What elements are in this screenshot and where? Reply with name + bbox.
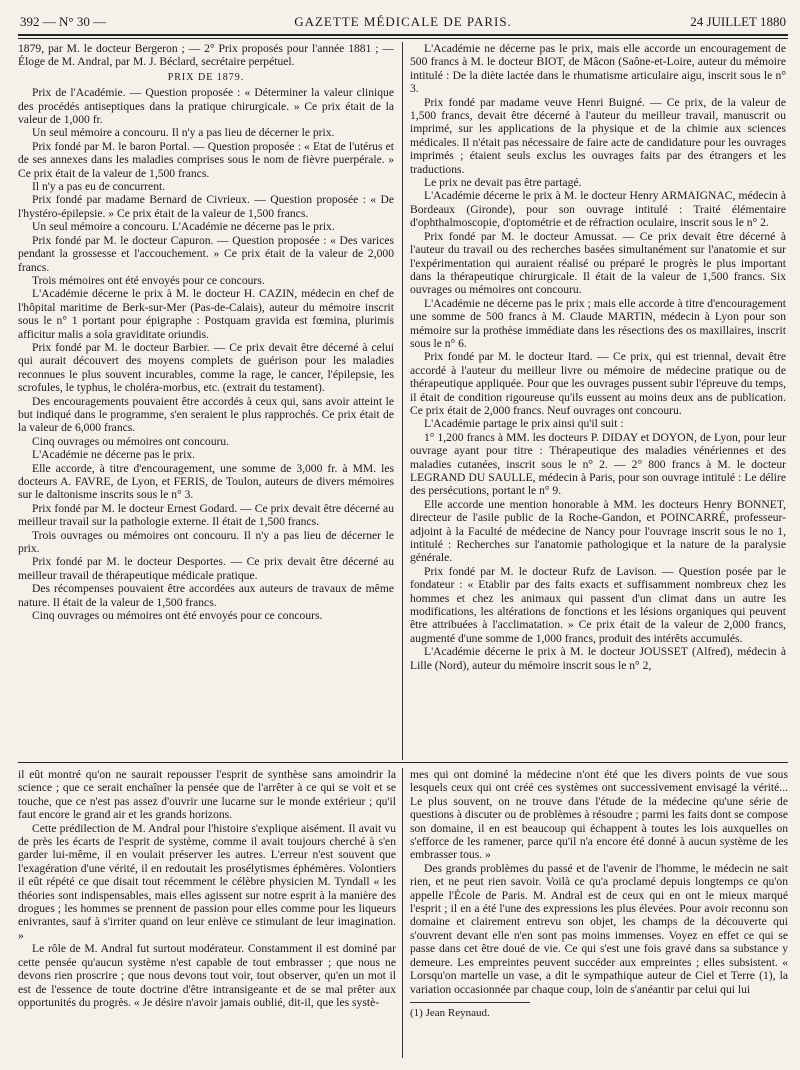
paragraph: Prix fondé par madame veuve Henri Buigné. — Ce prix, de la valeur de 1,500 francs, devait être décerné à l'auteur du meilleur travail, manuscrit ou imprimé, sur les applications de la physique et de la chimie aux sciences médicales. Il n'était pas nécessaire de faire acte de candidature pour les ouvrages imprimés ; étaient seuls exclus les ouvrages faits par des étrangers et les traductions. [410, 95, 786, 176]
paragraph: Trois ouvrages ou mémoires ont concouru. Il n'y a pas lieu de décerner le prix. [18, 528, 394, 556]
upper-right-column [410, 42, 786, 760]
page-header [18, 10, 788, 36]
paragraph: L'Académie ne décerne pas le prix. [32, 448, 196, 462]
section-heading: PRIX DE 1879. [167, 71, 245, 83]
paragraph: Prix fondé par M. le baron Portal. — Question proposée : « Etat de l'utérus et de ses annexes dans les maladies comprises sous le nom de fièvre puerpérale. » Ce prix était de la valeur de 1,500 francs. [18, 139, 394, 180]
paragraph: Un seul mémoire a concouru. L'Académie ne décerne pas le prix. [32, 220, 335, 234]
paragraph: Le rôle de M. Andral fut surtout modérateur. Constamment il est dominé par cette pensée qu'aucun système n'est capable de tout embrasser ; que nous ne devons rien proscrire ; que nous devons tout voir, tout observer, qu'en un mot il est de l'essence de toute doctrine d'être intransigeante et de se mal prêter aux opportunités du progrès. « Je désire n'avoir jamais oublié, dit-il, que les systè- [18, 942, 396, 1009]
paragraph: Cinq ouvrages ou mémoires ont été envoyés pour ce concours. [32, 609, 323, 623]
upper-left-column [18, 42, 394, 760]
paragraph: 1° 1,200 francs à MM. les docteurs P. DIDAY et DOYON, de Lyon, pour leur ouvrage ayant pour titre : Thérapeutique des maladies vénériennes et des maladies cutanées, inscrit sous le n° 2. — 2° 800 francs à M. le docteur LEGRAND DU SAULLE, médecin à Paris, pour son ouvrage intitulé : Le délire des persécutions, portant le n° 9. [410, 430, 786, 498]
upper-section [18, 42, 788, 760]
paragraph: Un seul mémoire a concouru. Il n'y a pas lieu de décerner le prix. [32, 126, 335, 140]
footnote: (1) Jean Reynaud. [410, 1006, 490, 1019]
lower-left-column [18, 768, 396, 1058]
paragraph: L'Académie ne décerne pas le prix, mais elle accorde un encouragement de 500 francs à M. le docteur BIOT, de Mâcon (Saône-et-Loire, auteur du mémoire intitulé : De la diète lactée dans le rhumatisme articulaire aigu, inscrit sous le n° 3. [410, 42, 786, 96]
paragraph: Des encouragements pouvaient être accordés à ceux qui, sans avoir atteint le but indiqué dans le programme, s'en seraient le plus rapprochés. Ce prix était de la valeur de 6,000 francs. [18, 394, 394, 435]
page-number: 392 — N° 30 — [20, 14, 107, 29]
paragraph: Prix fondé par M. le docteur Rufz de Lavison. — Question posée par le fondateur : « Etablir par des faits exacts et suffisamment nombreux chez les hommes et chez les animaux qui passent d'un climat dans un autre les modifications, les altérations de fonctions et les lésions organiques qui peuvent être attribuées à l'acclimatation. » Ce prix était de la valeur de 2,000 francs, augmenté d'une somme de 1,000 francs, produit des intérêts accumulés. [410, 564, 786, 645]
paragraph: Des récompenses pouvaient être accordées aux auteurs de travaux de même nature. Il était de la valeur de 1,500 francs. [18, 582, 394, 609]
paragraph: mes qui ont dominé la médecine n'ont été que les divers points de vue sous lesquels ceux qui ont créé ces systèmes ont successivement envisagé la vérité... Le plus souvent, on ne trouve dans l'étude de la médecine qu'une série de questions à discuter ou de problèmes à résoudre ; parmi les faits dont se compose son domaine, il en est beaucoup qui échappent à toutes les lois auxquelles on s'efforce de les ramener, parce qu'il n'a encore été donné à aucun système de les embrasser tous. » [410, 768, 788, 862]
issue-date: 24 JUILLET 1880 [690, 14, 786, 29]
paragraph: Prix fondé par M. le docteur Desportes. — Ce prix devait être décerné au meilleur travail de thérapeutique médicale pratique. [18, 555, 394, 582]
paragraph: Elle accorde une mention honorable à MM. les docteurs Henry BONNET, directeur de l'asile public de la Roche-Gandon, et POINCARRÉ, professeur-adjoint à la Faculté de médecine de Nancy pour l'ouvrage inscrit sous le no 1, intitulé : Recherches sur l'anatomie pathologique et la nature de la paralysie générale. [410, 497, 786, 565]
journal-title: GAZETTE MÉDICALE DE PARIS. [294, 14, 512, 29]
lower-right-column [410, 768, 788, 1058]
paragraph: Cinq ouvrages ou mémoires ont concouru. [32, 434, 230, 448]
header-double-rule [18, 38, 788, 39]
paragraph: Prix fondé par madame Bernard de Civrieux. — Question proposée : « De l'hystéro-épilepsie. » Ce prix était de la valeur de 1,500 francs. [18, 193, 394, 220]
paragraph: L'Académie ne décerne pas le prix ; mais elle accorde à titre d'encouragement une somme de 500 francs à M. Claude MARTIN, médecin à Lyon pour son mémoire sur la prothèse immédiate dans les résections des os maxillaires, inscrit sous le n° 6. [410, 296, 786, 350]
paragraph: Le prix ne devait pas être partagé. [424, 176, 582, 190]
paragraph: Des grands problèmes du passé et de l'avenir de l'homme, le médecin ne sait rien, et ne peut rien savoir. Voilà ce qu'a proclamé depuis longtemps ce qu'on appelle l'École de Paris. M. Andral est de ceux qui en ont le mieux marqué l'esprit ; il en a été l'une des expressions les plus élevées. Pour avoir reconnu son domaine et clairement entrevu son objet, les champs de la découverte qui s'ouvrent devant elle n'en sont pas moins immenses. Voyez en effet ce qui se passe dans cet être doué de vie. Ce qui s'est une fois gravé dans sa substance y demeure. Les empreintes peuvent succéder aux empreintes ; elles subsistent. « Lorsqu'on martelle un vase, a dit le sympathique auteur de Ciel et Terre (1), la variation occasionnée par chaque coup, loin de s'anéantir par celui qui lui [410, 861, 788, 996]
paragraph: L'Académie décerne le prix à M. le docteur H. CAZIN, médecin en chef de l'hôpital maritime de Berk-sur-Mer (Pas-de-Calais), auteur du mémoire inscrit sous le n° 1 portant pour épigraphe : Postquam gravida est fœmina, plurimis afficitur malis a sola graviditate oriundis. [18, 287, 394, 341]
paragraph: 1879, par M. le docteur Bergeron ; — 2° Prix proposés pour l'année 1881 ; — Éloge de M. Andral, par M. J. Béclard, secrétaire perpétuel. [18, 42, 394, 69]
newspaper-page [18, 10, 788, 1060]
footnote-rule [410, 1002, 530, 1003]
paragraph: L'Académie décerne le prix à M. le docteur Henry ARMAIGNAC, médecin à Bordeaux (Gironde), pour son ouvrage intitulé : Traité élémentaire d'ophthalmoscopie, d'optométrie et de réfraction oculaire, inscrit sous le n° 2. [410, 189, 786, 230]
paragraph: Cette prédilection de M. Andral pour l'histoire s'explique aisément. Il avait vu de près les écarts de l'esprit de système, comme il avait toujours cherché à s'en garder lui-même, il en voulait préserver les autres. L'erreur n'est souvent que l'exagération d'une vérité, il en redoutait les prosélytismes éphémères. Volontiers il eût répété ce que disait tout récemment le célèbre physicien M. Tyndall « les théories sont indispensables, mais elles agissent sur notre esprit à la manière des drogues ; les hommes se prennent de passion pour elles comme pour les liqueurs enivrantes, sauf à s'irriter quand on leur enlève ce stimulant de leur imagination. » [18, 821, 396, 942]
paragraph: Prix fondé par M. le docteur Amussat. — Ce prix devait être décerné à l'auteur du travail ou des recherches basées simultanément sur l'anatomie et sur l'expérimentation qui auraient réalisé ou préparé le progrès le plus important dans la thérapeutique chirurgicale. Il était de la valeur de 1,500 francs. Six ouvrages ou mémoires ont concouru. [410, 229, 786, 297]
paragraph: Prix de l'Académie. — Question proposée : « Déterminer la valeur clinique des procédés antiseptiques dans la pratique chirurgicale. » Ce prix était de la valeur de 1,000 fr. [18, 86, 394, 127]
section-divider [18, 762, 788, 763]
column-divider [402, 768, 403, 1058]
paragraph: Trois mémoires ont été envoyés pour ce concours. [32, 273, 265, 287]
paragraph: Elle accorde, à titre d'encouragement, une somme de 3,000 fr. à MM. les docteurs A. FAVRE, de Lyon, et FERIS, de Toulon, auteurs de divers mémoires sur le daltonisme inscrits sous le n° 3. [18, 461, 394, 502]
paragraph: Prix fondé par M. le docteur Itard. — Ce prix, qui est triennal, devait être accordé à l'auteur du meilleur livre ou mémoire de médecine pratique ou de thérapeutique appliquée. Pour que les ouvrages pussent subir l'épreuve du temps, il était de condition rigoureuse qu'ils eussent au moins deux ans de publication. Ce prix était de 2,000 francs. Neuf ouvrages ont concouru. [410, 350, 786, 417]
paragraph: Prix fondé par M. le docteur Ernest Godard. — Ce prix devait être décerné au meilleur travail sur la pathologie externe. Il était de 1,500 francs. [18, 501, 394, 529]
paragraph: Prix fondé par M. le docteur Capuron. — Question proposée : « Des varices pendant la grossesse et l'accouchement. » Ce prix était de la valeur de 2,000 francs. [18, 233, 394, 274]
paragraph: il eût montré qu'on ne saurait repousser l'esprit de synthèse sans amoindrir la science ; que ce serait enchaîner la pensée que de l'arrêter à ce qui se voit et se touche, que ce n'est pas assez d'ouvrir une lucarne sur le monde extérieur ; qu'il faut encore le grand air et les grands horizons. [18, 768, 396, 822]
paragraph: Prix fondé par M. le docteur Barbier. — Ce prix devait être décerné à celui qui aurait découvert des moyens complets de guérison pour les maladies reconnues le plus souvent incurables, comme la rage, le cancer, l'épilepsie, les scrofules, le typhus, le choléra-morbus, etc. (extrait du testament). [18, 340, 394, 395]
column-divider [402, 42, 403, 760]
paragraph: L'Académie décerne le prix à M. le docteur JOUSSET (Alfred), médecin à Lille (Nord), auteur du mémoire inscrit sous le n° 2, [410, 645, 786, 672]
paragraph: Il n'y a pas eu de concurrent. [32, 180, 166, 194]
paragraph: L'Académie partage le prix ainsi qu'il suit : [424, 417, 624, 431]
lower-section [18, 768, 788, 1058]
